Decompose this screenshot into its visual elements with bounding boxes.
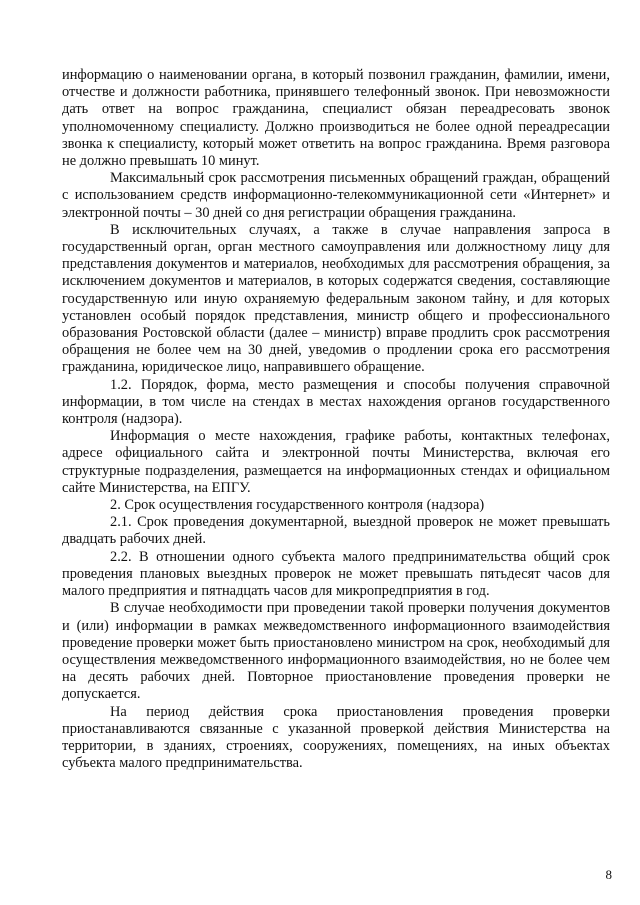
document-body (62, 67, 610, 772)
paragraph-suspension-period: На период действия срока приостановления проведения проверки приостанавливаются связанные с указанной проверкой действия Министерства на территории, в зданиях, строениях, сооружениях, помещениях, на иных объектах субъекта малого предпринимательства. (62, 703, 610, 772)
paragraph-call-info: информацию о наименовании органа, в который позвонил гражданин, фамилии, имени, отчестве и должности работника, принявшего телефонный звонок. При невозможности дать ответ на вопрос гражданина, специалист обязан переадресовать звонок уполномоченному специалисту. Должно производиться не более одной переадресации звонка к специалисту, который может ответить на вопрос гражданина. Время разговора не должно превышать 10 минут. (62, 67, 610, 170)
paragraph-section-1-2: 1.2. Порядок, форма, место размещения и способы получения справочной информации, в том числе на стендах в местах нахождения органов государственного контроля (надзора). (62, 376, 610, 428)
paragraph-exceptional-cases: В исключительных случаях, а также в случае направления запроса в государственный орган, орган местного самоуправления или должностному лицу для представления документов и материалов, необходимых для рассмотрения обращения, за исключением документов и материалов, в которых содержатся сведения, составляющие государственную или иную охраняемую федеральным законом тайну, и для которых установлен особый порядок представления, министр общего и профессионального образования Ростовской области (далее – министр) вправе продлить срок рассмотрения обращения не более чем на 30 дней, уведомив о продлении срока его рассмотрения гражданина, юридическое лицо, направившего обращение. (62, 221, 610, 376)
paragraph-section-2-2: 2.2. В отношении одного субъекта малого предпринимательства общий срок проведения плановых выездных проверок не может превышать пятьдесят часов для малого предприятия и пятнадцать часов для микропредприятия в год. (62, 548, 610, 600)
section-title: 2. Срок осуществления государственного контроля (надзора) (110, 497, 485, 514)
paragraph-suspension: В случае необходимости при проведении такой проверки получения документов и (или) информации в рамках межведомственного информационного взаимодействия проведение проверки может быть приостановлено министром на срок, необходимый для осуществления межведомственного информационного взаимодействия, но не более чем на десять рабочих дней. Повторное приостановление проведения проверки не допускается. (62, 600, 610, 703)
paragraph-section-2-1: 2.1. Срок проведения документарной, выездной проверок не может превышать двадцать рабочих дней. (62, 514, 610, 548)
paragraph-max-review-term: Максимальный срок рассмотрения письменных обращений граждан, обращений с использованием средств информационно-телекоммуникационной сети «Интернет» и электронной почты – 30 дней со дня регистрации обращения гражданина. (62, 170, 610, 221)
page-number: 8 (605, 867, 612, 882)
paragraph-ministry-info: Информация о месте нахождения, графике работы, контактных телефонах, адресе официального сайта и электронной почты Министерства, включая его структурные подразделения, размещается на информационных стендах и официальном сайте Министерства, на ЕПГУ. (62, 428, 610, 496)
